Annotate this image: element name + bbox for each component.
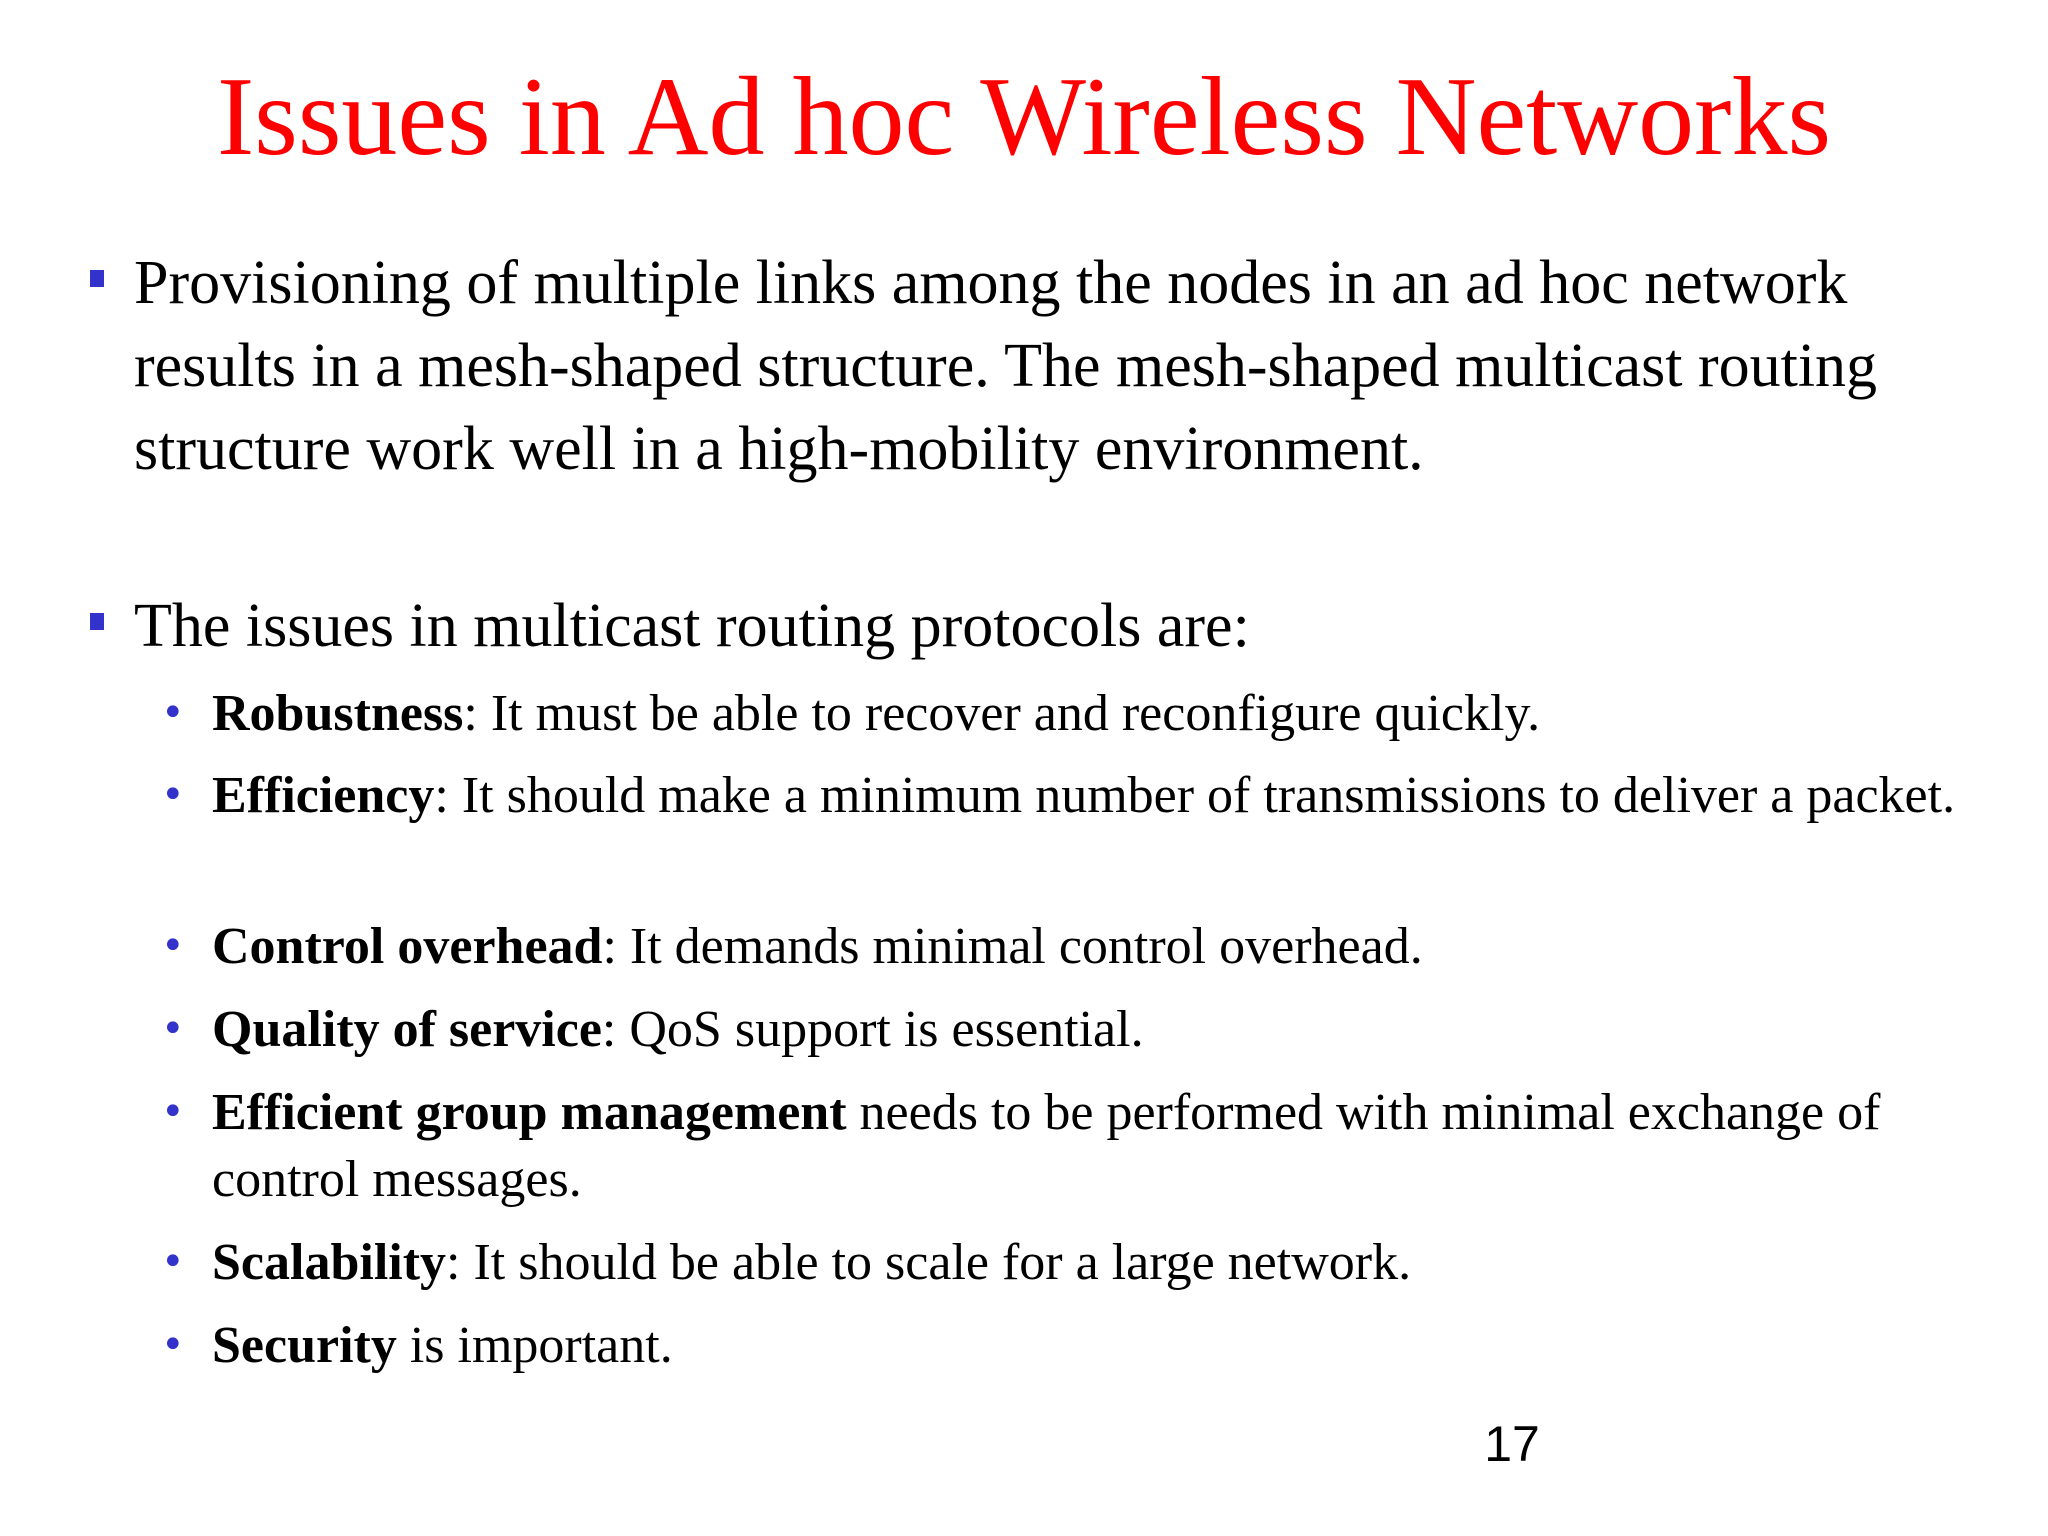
subbullet-scalability [161,1229,2012,1296]
subbullet-text: : It should be able to scale for a large network. [446,1234,1412,1291]
subbullet-quality-of-service [161,996,2012,1063]
subbullet-term: Robustness [212,685,464,742]
subbullet-security [161,1312,2012,1379]
subbullet-text: : It should make a minimum number of transmissions to deliver a packet. [434,767,1956,824]
bullet-provisioning [134,242,2014,491]
dot-bullet-icon: • [161,923,185,969]
dot-bullet-icon: • [161,690,185,736]
subbullet-robustness [161,680,2012,747]
bullet-issues-intro [134,585,2014,668]
square-bullet-icon [90,270,104,287]
subbullet-efficiency [161,762,2012,829]
subbullet-control-overhead [161,913,2012,980]
subbullet-text: : It demands minimal control overhead. [602,918,1423,975]
subbullet-term: Efficiency [212,767,435,824]
dot-bullet-icon: • [161,1006,185,1052]
bullet-text: Provisioning of multiple links among the nodes in an ad hoc network results in a mesh-shaped structure. The mesh-shaped multicast routing structure work well in a high-mobility environment. [134,249,1878,483]
dot-bullet-icon: • [161,1089,185,1135]
dot-bullet-icon: • [161,1322,185,1368]
subbullet-term: Scalability [212,1234,447,1291]
dot-bullet-icon: • [161,772,185,818]
subbullet-term: Efficient group management [212,1084,847,1141]
subbullet-term: Security [212,1317,397,1374]
dot-bullet-icon: • [161,1239,185,1285]
page-number: 17 [1484,1416,1540,1472]
square-bullet-icon [90,613,104,630]
bullet-text: The issues in multicast routing protocols are: [134,592,1250,660]
subbullet-text: needs to be performed with minimal exchange of control messages. [212,1084,1881,1208]
subbullet-text: : QoS support is essential. [601,1001,1144,1058]
subbullet-term: Control overhead [212,918,603,975]
slide-title: Issues in Ad hoc Wireless Networks [216,55,1832,179]
subbullet-text: is important. [396,1317,673,1374]
subbullet-text: : It must be able to recover and reconfigure quickly. [463,685,1541,742]
subbullet-term: Quality of service [212,1001,602,1058]
subbullet-group-management [161,1079,2012,1213]
